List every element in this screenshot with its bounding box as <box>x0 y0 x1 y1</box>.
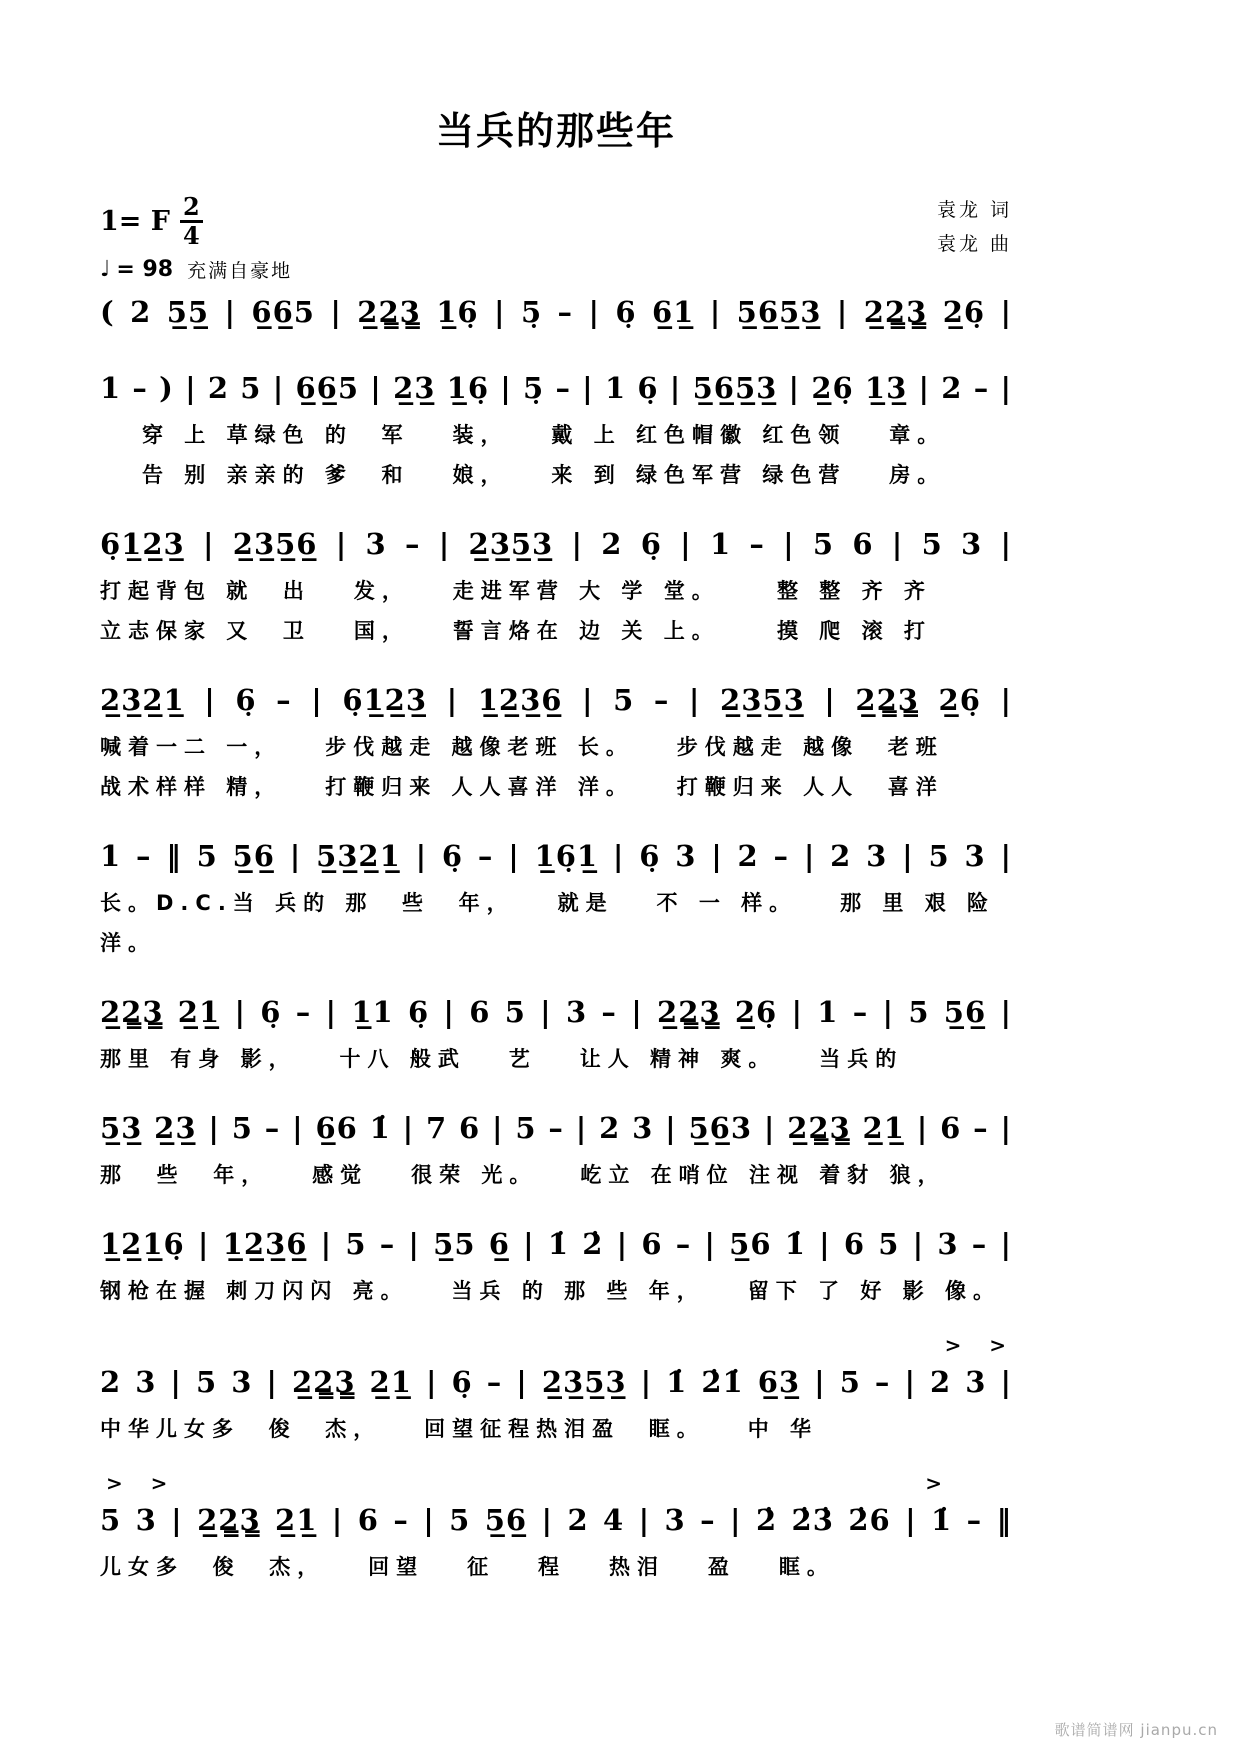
lyrics-row: 钢枪在握 刺刀闪闪 亮。 当兵 的 那 些 年， 留下 了 好 影 像。 <box>100 1279 1001 1303</box>
notes-row: 2 3 | 5 3 | 2̲2̳3̳ 2̲1̲ | 6̣ – | 2̲3̲5̲3̲ | 1̇ 2̇1̇ 6̲3̲ | 5 – | 2 3 | <box>100 1365 1012 1399</box>
notes-row: 1 – ) | 2 5 | 6̲6̲5 | 2̲3̲ 1̲6̣ | 5̣ – | 1 6̣ | 5̲6̲5̲3̲ | 2̲6̣ 1̲3̲ | 2 – | <box>100 371 1012 405</box>
music-system-5 <box>100 829 1012 963</box>
notes-row: 5 3 | 2̲2̳3̳ 2̲1̲ | 6 – | 5 5̲6̲ | 2 4 | 3 – | 2̇ 2̇3̇ 2̇6 | 1̇ – ‖ <box>100 1503 1012 1537</box>
score-area <box>100 0 1012 1587</box>
music-system-9 <box>100 1333 1012 1449</box>
expression-text: 充满自豪地 <box>187 260 293 282</box>
accent-marks <box>100 1471 1012 1493</box>
music-system-7 <box>100 1101 1012 1195</box>
music-system-4 <box>100 673 1012 807</box>
accent-left: > > <box>106 1471 168 1495</box>
key-line <box>100 192 292 250</box>
key-signature <box>100 192 293 283</box>
meter-fraction <box>180 192 203 250</box>
music-system-3 <box>100 517 1012 651</box>
notes-row: 5̲3̲ 2̲3̲ | 5 – | 6̲6 1̇ | 7 6 | 5 – | 2 3 | 5̲6̲3 | 2̲2̳3̳ 2̲1̲ | 6 – | <box>100 1111 1012 1145</box>
lyricist-credit: 袁龙 词 <box>936 199 1012 221</box>
notes-row: 2̲3̲2̲1̲ | 6̣ – | 6̣1̲2̲3̲ | 1̲2̲3̲6̲ | 5 – | 2̲3̲5̲3̲ | 2̲2̳3̳ 2̲6̣ | <box>100 683 1012 717</box>
lyrics-row: 中华儿女多 俊 杰， 回望征程热泪盈 眶。 中 华 <box>100 1417 819 1441</box>
quarter-note-icon: ♩ <box>100 257 111 282</box>
accent-right: > <box>925 1471 942 1495</box>
notes-row: ( 2 5̲5̲ | 6̲6̲5 | 2̲2̳3̳ 1̲6̣ | 5̣ – | 6̣ 6̲1̲ | 5̲6̲5̲3̲ | 2̲2̳3̳ 2̲6̣ | <box>100 295 1012 329</box>
credits <box>937 193 1012 261</box>
tempo-value: = 98 <box>116 257 174 282</box>
lyrics-row: 洋。 <box>100 931 156 955</box>
notes-row: 2̲2̳3̳ 2̲1̲ | 6̣ – | 1̲1 6̣ | 6 5 | 3 – | 2̲2̳3̳ 2̲6̣ | 1 – | 5 5̲6̲ | <box>100 995 1012 1029</box>
notes-row: 6̣1̲2̲3̲ | 2̲3̲5̲6̲ | 3 – | 2̲3̲5̲3̲ | 2 6̣ | 1 – | 5 6 | 5 3 | <box>100 527 1012 561</box>
lyrics-row: 长。D.C.当 兵的 那 些 年， 就是 不 一 样。 那 里 艰 险 <box>100 891 996 915</box>
music-system-1 <box>100 285 1012 339</box>
page-title: 当兵的那些年 <box>435 109 676 153</box>
site-watermark: 歌谱简谱网 jianpu.cn <box>1054 1721 1218 1739</box>
lyrics-row: 那里 有身 影， 十八 般武 艺 让人 精神 爽。 当兵的 <box>100 1047 904 1071</box>
notes-row: 1̲2̲1̲6̣ | 1̲2̲3̲6̲ | 5 – | 5̲5 6̲ | 1̇ 2̇ | 6 – | 5̲6 1̇ | 6 5 | 3 – | <box>100 1227 1012 1261</box>
music-system-2 <box>100 361 1012 495</box>
lyrics-row: 穿 上 草绿色 的 军 装， 戴 上 红色帽徽 红色领 章。 <box>142 423 946 447</box>
music-system-10 <box>100 1471 1012 1587</box>
tempo-marking <box>100 256 292 283</box>
accent-marks <box>100 1333 1012 1355</box>
music-system-8 <box>100 1217 1012 1311</box>
tonic-label: 1= F <box>100 206 170 237</box>
lyrics-row: 儿女多 俊 杰， 回望 征 程 热泪 盈 眶。 <box>100 1555 835 1579</box>
accent-right: > > <box>944 1333 1006 1357</box>
notes-row: 1 – ‖ 5 5̲6̲ | 5̲3̲2̲1̲ | 6̣ – | 1̲6̣1̲ | 6̣ 3 | 2 – | 2 3 | 5 3 | <box>100 839 1012 873</box>
composer-credit: 袁龙 曲 <box>936 233 1012 255</box>
lyrics-row: 告 别 亲亲的 爹 和 娘， 来 到 绿色军营 绿色营 房。 <box>142 463 946 487</box>
lyrics-row: 喊着一二 一， 步伐越走 越像老班 长。 步伐越走 越像 老班 <box>100 735 944 759</box>
meter-denominator: 4 <box>182 221 200 250</box>
score-header <box>100 155 1012 285</box>
meter-numerator: 2 <box>180 195 203 223</box>
music-system-6 <box>100 985 1012 1079</box>
lyrics-row: 战术样样 精， 打鞭归来 人人喜洋 洋。 打鞭归来 人人 喜洋 <box>100 775 944 799</box>
lyrics-row: 立志保家 又 卫 国， 誓言烙在 边 关 上。 摸 爬 滚 打 <box>100 619 932 643</box>
lyrics-row: 那 些 年， 感觉 很荣 光。 屹立 在哨位 注视 着豺 狼， <box>100 1163 946 1187</box>
lyrics-row: 打起背包 就 出 发， 走进军营 大 学 堂。 整 整 齐 齐 <box>100 579 932 603</box>
